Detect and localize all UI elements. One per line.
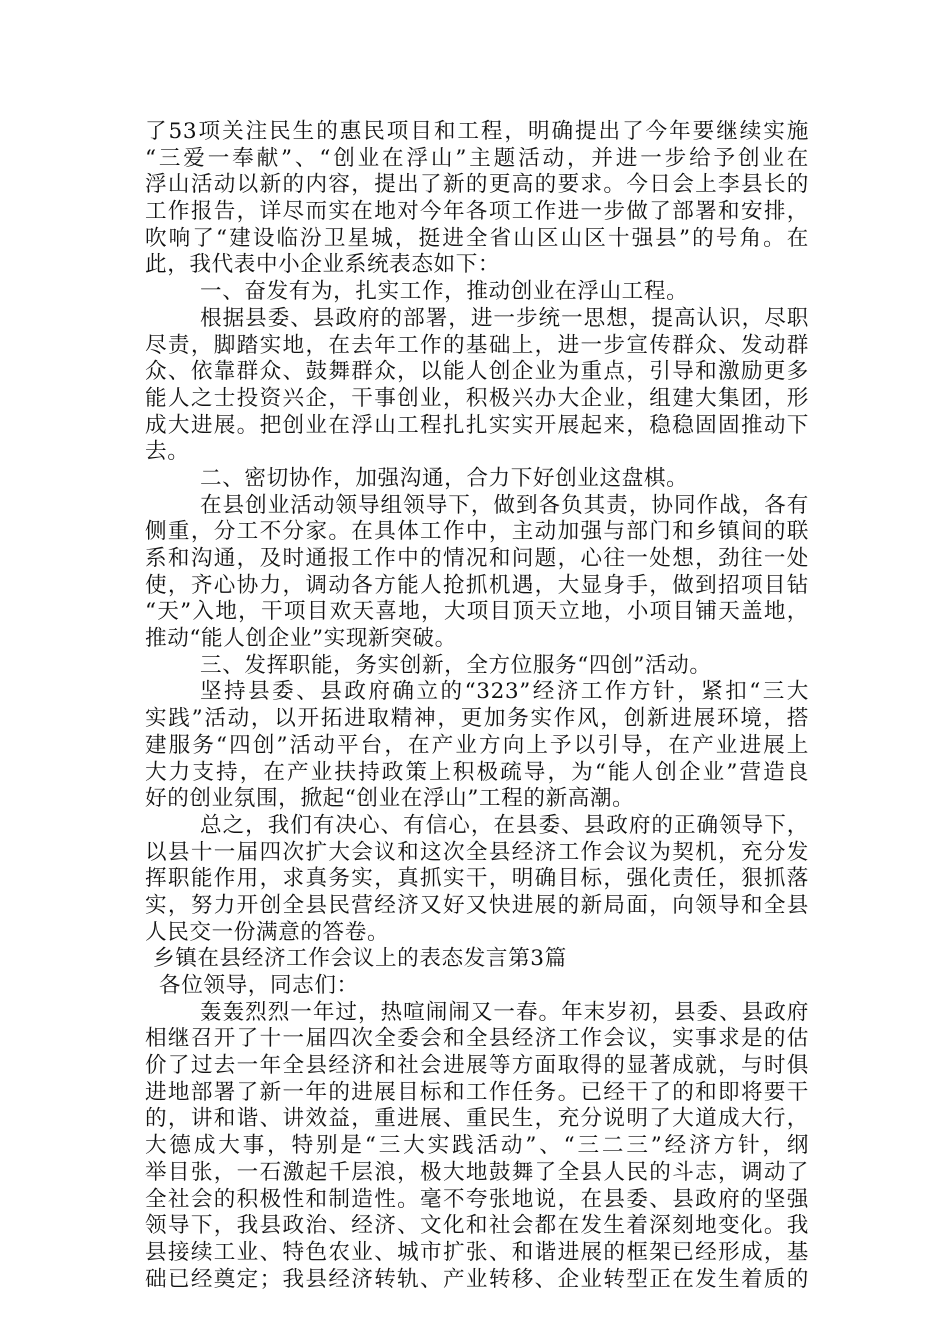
text-line: 系和沟通，及时通报工作中的情况和问题，心往一处想，劲往一处 [145, 546, 809, 571]
text-line: 大力支持，在产业扶持政策上积极疏导，为“能人创企业”营造良 [145, 759, 809, 785]
document-body [145, 119, 809, 1293]
text-line: 进地部署了新一年的进展目标和工作任务。已经干了的和即将要干 [145, 1079, 809, 1105]
text-line: 侧重，分工不分家。在具体工作中，主动加强与部门和乡镇间的联 [145, 519, 809, 545]
text-line: 根据县委、县政府的部署，进一步统一思想，提高认识，尽职 [200, 305, 809, 331]
text-line: 此，我代表中小企业系统表态如下： [145, 252, 501, 278]
text-line: 坚持县委、县政府确立的“323”经济工作方针，紧扣“三大 [200, 679, 809, 705]
text-line: 挥职能作用，求真务实，真抓实干，明确目标，强化责任，狠抓落 [145, 866, 809, 892]
text-line: 领导下，我县政治、经济、文化和社会都在发生着深刻地变化。我 [145, 1213, 809, 1239]
text-line: 成大进展。把创业在浮山工程扎扎实实开展起来，稳稳固固推动下 [145, 412, 809, 438]
text-line: 举目张，一石激起千层浪，极大地鼓舞了全县人民的斗志，调动了 [145, 1159, 809, 1185]
text-line: 吹响了“建设临汾卫星城，挺进全省山区山区十强县”的号角。在 [145, 225, 809, 251]
text-line: 大德成大事，特别是“三大实践活动”、“三二三”经济方针，纲 [145, 1133, 809, 1159]
text-line: 实践”活动，以开拓进取精神，更加务实作风，创新进展环境，搭 [145, 706, 809, 732]
text-line: 使，齐心协力，调动各方能人抢抓机遇，大显身手，做到招项目钻 [145, 572, 809, 598]
text-line: 人民交一份满意的答卷。 [145, 919, 390, 945]
text-line: 工作报告，详尽而实在地对今年各项工作进一步做了部署和安排， [145, 199, 809, 225]
text-line: 能人之士投资兴企，干事创业，积极兴办大企业，组建大集团，形 [145, 385, 809, 411]
text-line: 总之，我们有决心、有信心，在县委、县政府的正确领导下， [200, 812, 809, 838]
text-line: 全社会的积极性和制造性。毫不夸张地说，在县委、县政府的坚强 [145, 1186, 809, 1212]
article-title: 乡镇在县经济工作会议上的表态发言第3篇 [153, 946, 567, 972]
text-line: 推动“能人创企业”实现新突破。 [145, 626, 457, 652]
text-line: 的，讲和谐、讲效益，重进展、重民生，充分说明了大道成大行， [145, 1106, 809, 1132]
text-line: 价了过去一年全县经济和社会进展等方面取得的显著成就，与时俱 [145, 1053, 809, 1079]
salutation: 各位领导，同志们： [159, 973, 359, 998]
text-line: “天”入地，干项目欢天喜地，大项目顶天立地，小项目铺天盖地， [145, 599, 809, 625]
text-line: 实，努力开创全县民营经济又好又快进展的新局面，向领导和全县 [145, 892, 809, 918]
text-line: 好的创业氛围，掀起“创业在浮山”工程的新高潮。 [145, 786, 635, 812]
text-line: 在县创业活动领导组领导下，做到各负其责，协同作战，各有 [200, 492, 809, 518]
text-line: 以县十一届四次扩大会议和这次全县经济工作会议为契机，充分发 [145, 839, 809, 865]
section-heading: 三、发挥职能，务实创新，全方位服务“四创”活动。 [200, 652, 712, 678]
text-line: 县接续工业、特色农业、城市扩张、和谐进展的框架已经形成，基 [145, 1239, 809, 1265]
text-line: 础已经奠定；我县经济转轨、产业转移、企业转型正在发生着质的 [145, 1266, 809, 1292]
text-line: 浮山活动以新的内容，提出了新的更高的要求。今日会上李县长的 [145, 172, 809, 198]
text-line: 建服务“四创”活动平台，在产业方向上予以引导，在产业进展上 [145, 732, 809, 758]
text-line: 相继召开了十一届四次全委会和全县经济工作会议，实事求是的估 [145, 1026, 809, 1052]
text-line: 了53项关注民生的惠民项目和工程，明确提出了今年要继续实施 [145, 119, 809, 144]
text-line: 众、依靠群众、鼓舞群众，以能人创企业为重点，引导和激励更多 [145, 359, 809, 385]
section-heading: 二、密切协作，加强沟通，合力下好创业这盘棋。 [200, 465, 689, 491]
text-line: “三爱一奉献”、“创业在浮山”主题活动，并进一步给予创业在 [145, 145, 809, 171]
text-line: 轰轰烈烈一年过，热喧闹闹又一春。年末岁初，县委、县政府 [200, 999, 809, 1025]
section-heading: 一、奋发有为，扎实工作，推动创业在浮山工程。 [200, 279, 689, 305]
text-line: 去。 [145, 439, 190, 465]
text-line: 尽责，脚踏实地，在去年工作的基础上，进一步宣传群众、发动群 [145, 332, 809, 358]
